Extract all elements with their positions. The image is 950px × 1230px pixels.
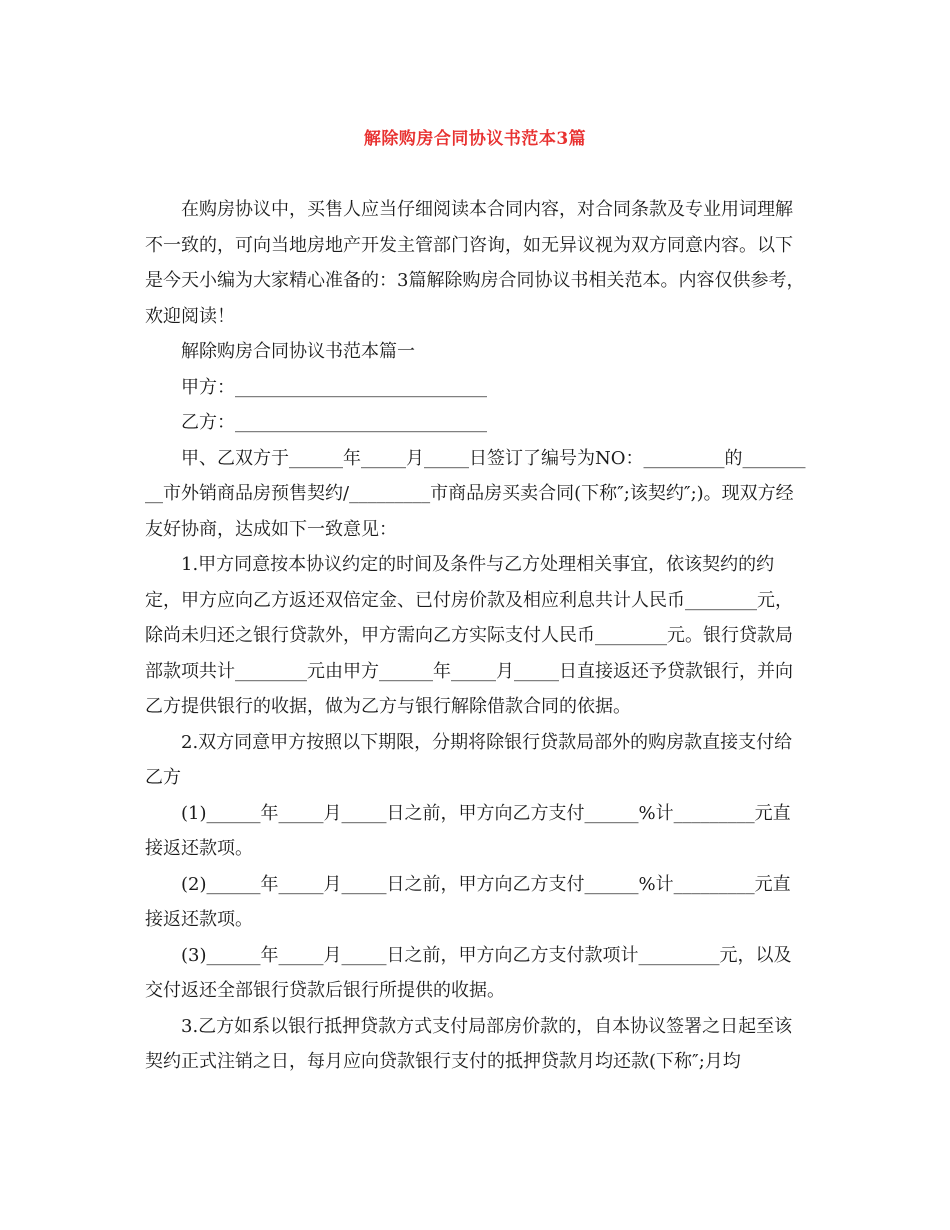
clause-2-item-1: (1)______年_____月_____日之前，甲方向乙方支付______%计_________元直接返还款项。 bbox=[145, 802, 791, 859]
intro-paragraph: 在购房协议中，买售人应当仔细阅读本合同内容，对合同条款及专业用词理解不一致的，可向当地房地产开发主管部门咨询，如无异议视为双方同意内容。以下是今天小编为大家精心准备的：3篇解除购房合同协议书相关范本。内容仅供参考，欢迎阅读！ bbox=[145, 199, 805, 327]
agreement-preamble: 甲、乙双方于______年_____月_____日签订了编号为NO：_________的_________市外销商品房预售契约/_________市商品房买卖合同(下称″;该契约″;)。现双方经友好协商，达成如下一致意见： bbox=[145, 447, 806, 540]
party-a-line: 甲方：____________________________ bbox=[181, 376, 487, 398]
clause-2-item-2: (2)______年_____月_____日之前，甲方向乙方支付______%计_________元直接返还款项。 bbox=[145, 873, 791, 930]
clause-3: 3.乙方如系以银行抵押贷款方式支付局部房价款的，自本协议签署之日起至该契约正式注销之日，每月应向贷款银行支付的抵押贷款月均还款(下称″;月均 bbox=[145, 1015, 793, 1072]
clause-2: 2.双方同意甲方按照以下期限，分期将除银行贷款局部外的购房款直接支付给乙方 bbox=[145, 731, 793, 788]
document-body bbox=[145, 192, 807, 1080]
document-title: 解除购房合同协议书范本3篇 bbox=[363, 129, 587, 149]
clause-2-item-3: (3)______年_____月_____日之前，甲方向乙方支付款项计_________元，以及交付返还全部银行贷款后银行所提供的收据。 bbox=[145, 944, 792, 1001]
party-b-line: 乙方：____________________________ bbox=[181, 412, 487, 433]
clause-1: 1.甲方同意按本协议约定的时间及条件与乙方处理相关事宜，依该契约的约定，甲方应向乙方返还双倍定金、已付房价款及相应利息共计人民币________元，除尚未归还之银行贷款外，甲方需向乙方实际支付人民币________元。银行贷款局部款项共计________元由甲方______年_____月_____日直接返还予贷款银行，并向乙方提供银行的收据，做为乙方与银行解除借款合同的依据。 bbox=[145, 554, 793, 717]
section-heading: 解除购房合同协议书范本篇一 bbox=[181, 341, 415, 362]
